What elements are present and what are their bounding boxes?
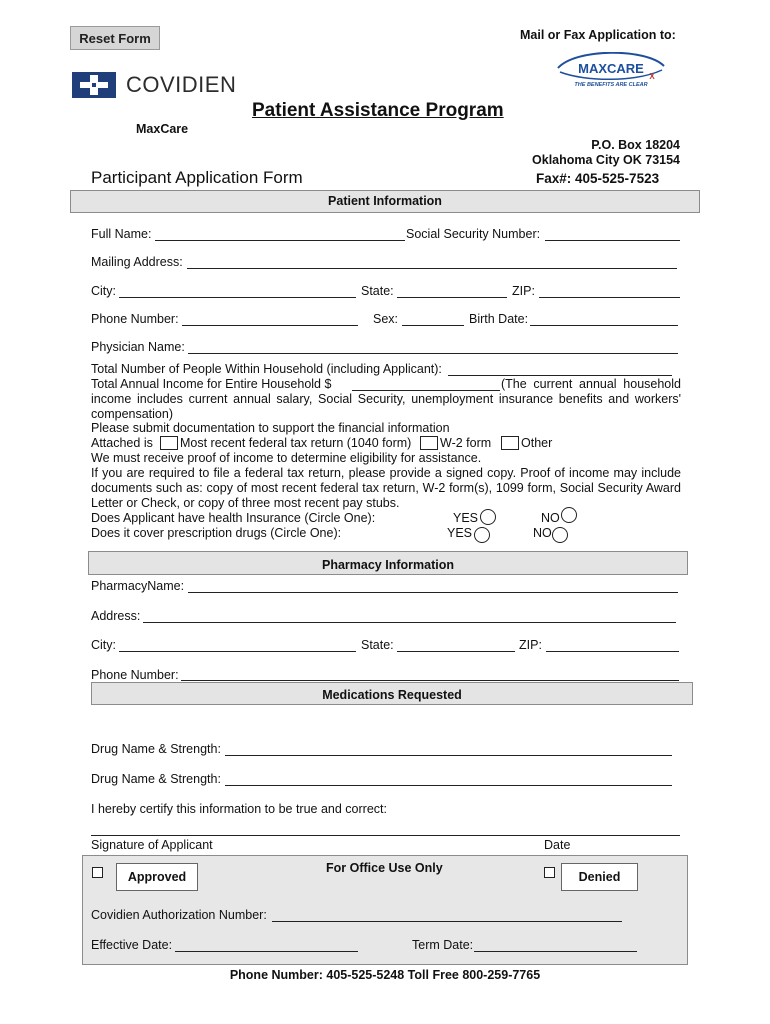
other-option: Other [521,436,553,450]
program-name: MaxCare [136,122,189,136]
drugs-question: Does it cover prescription drugs (Circle One): [91,526,342,540]
drug1-field[interactable] [225,755,672,756]
insurance-yes-radio[interactable] [480,509,496,525]
office-use-title: For Office Use Only [326,861,443,875]
effective-date-field[interactable] [175,951,358,952]
ssn-field[interactable] [545,240,680,241]
zip-field[interactable] [539,297,680,298]
pharmacy-info-header: Pharmacy Information [88,551,688,575]
city-label: City: [91,284,116,298]
pharmacy-city-label: City: [91,638,116,652]
mailing-address-label: Mailing Address: [91,255,183,269]
sex-label: Sex: [373,312,399,326]
pharmacy-name-field[interactable] [188,592,678,593]
covidien-logo-icon [72,72,116,98]
other-checkbox[interactable] [501,436,519,450]
ssn-label: Social Security Number: [406,227,541,241]
submit-docs-text: Please submit documentation to support the financial information [91,421,450,435]
pharmacy-phone-label: Phone Number: [91,668,179,682]
city-field[interactable] [119,297,356,298]
form-subtitle: Participant Application Form [91,168,303,187]
term-date-field[interactable] [474,951,637,952]
pharmacy-zip-field[interactable] [546,651,679,652]
approved-button[interactable]: Approved [116,863,198,891]
footer-phone: Phone Number: 405-525-5248 Toll Free 800-259-7765 [229,968,541,982]
physician-label: Physician Name: [91,340,185,354]
income-label: Total Annual Income for Entire Household $ [91,377,332,391]
maxcare-logo-x: X [649,72,655,81]
state-field[interactable] [397,297,507,298]
term-date-label: Term Date: [412,938,474,952]
phone-label: Phone Number: [91,312,179,326]
city-state-zip: Oklahoma City OK 73154 [532,153,680,167]
maxcare-logo [556,52,666,88]
w2-option: W-2 form [440,436,492,450]
effective-date-label: Effective Date: [91,938,173,952]
full-name-field[interactable] [155,240,405,241]
page-title: Patient Assistance Program [252,100,504,121]
pharmacy-state-field[interactable] [397,651,515,652]
w2-checkbox[interactable] [420,436,438,450]
drugs-yes-radio[interactable] [474,527,490,543]
pharmacy-address-label: Address: [91,609,141,623]
mailing-address-field[interactable] [187,268,677,269]
tax-return-option: Most recent federal tax return (1040 form) [180,436,412,450]
mail-fax-label: Mail or Fax Application to: [520,28,676,42]
zip-label: ZIP: [512,284,535,298]
state-label: State: [361,284,394,298]
date-label: Date [544,838,571,852]
denied-button[interactable]: Denied [561,863,638,891]
proof-note: We must receive proof of income to determine eligibility for assistance. [91,451,482,465]
pharmacy-name-label: PharmacyName: [91,579,185,593]
household-label: Total Number of People Within Household (including Applicant): [91,362,442,376]
sex-field[interactable] [402,325,464,326]
full-name-label: Full Name: [91,227,152,241]
insurance-yes-label: YES [453,511,479,525]
physician-field[interactable] [188,353,678,354]
certify-text: I hereby certify this information to be true and correct: [91,802,387,816]
authorization-field[interactable] [272,921,622,922]
signature-line[interactable] [91,835,680,836]
approved-checkbox[interactable] [92,867,103,878]
signature-label: Signature of Applicant [91,838,213,852]
drugs-yes-label: YES [447,526,473,540]
income-note: (The current annual household income includes current annual salary, Social Security, unemployment insurance benefits and workers' compensation) [91,377,681,421]
pharmacy-city-field[interactable] [119,651,356,652]
drug2-field[interactable] [225,785,672,786]
tax-note: If you are required to file a federal tax return, please provide a signed copy. Proof of income may include documents such as: copy of most recent federal tax return, W-2 form(s), 1099 form, Social Security Award Letter or Check, or copy of three most recent pay stubs. [91,466,681,510]
tax-return-checkbox[interactable] [160,436,178,450]
maxcare-logo-text: MAXCARE [578,61,644,76]
denied-checkbox[interactable] [544,867,555,878]
insurance-no-radio[interactable] [561,507,577,523]
reset-form-button[interactable]: Reset Form [70,26,160,50]
medications-header: Medications Requested [91,682,693,705]
drugs-no-radio[interactable] [552,527,568,543]
pharmacy-state-label: State: [361,638,394,652]
fax-number: Fax#: 405-525-7523 [536,171,660,186]
pharmacy-phone-field[interactable] [181,680,679,681]
attached-label: Attached is [91,436,153,450]
maxcare-tagline: THE BENEFITS ARE CLEAR [574,82,648,88]
phone-field[interactable] [182,325,358,326]
covidien-wordmark: COVIDIEN [126,72,237,97]
insurance-question: Does Applicant have health Insurance (Circle One): [91,511,376,525]
patient-info-header: Patient Information [70,190,700,213]
pharmacy-zip-label: ZIP: [519,638,542,652]
birth-date-label: Birth Date: [469,312,529,326]
drug1-label: Drug Name & Strength: [91,742,221,756]
pharmacy-address-field[interactable] [143,622,676,623]
drug2-label: Drug Name & Strength: [91,772,221,786]
insurance-no-label: NO [541,511,560,525]
household-field[interactable] [448,375,672,376]
drugs-no-label: NO [533,526,552,540]
po-box: P.O. Box 18204 [591,138,680,152]
birth-date-field[interactable] [530,325,678,326]
authorization-label: Covidien Authorization Number: [91,908,267,922]
